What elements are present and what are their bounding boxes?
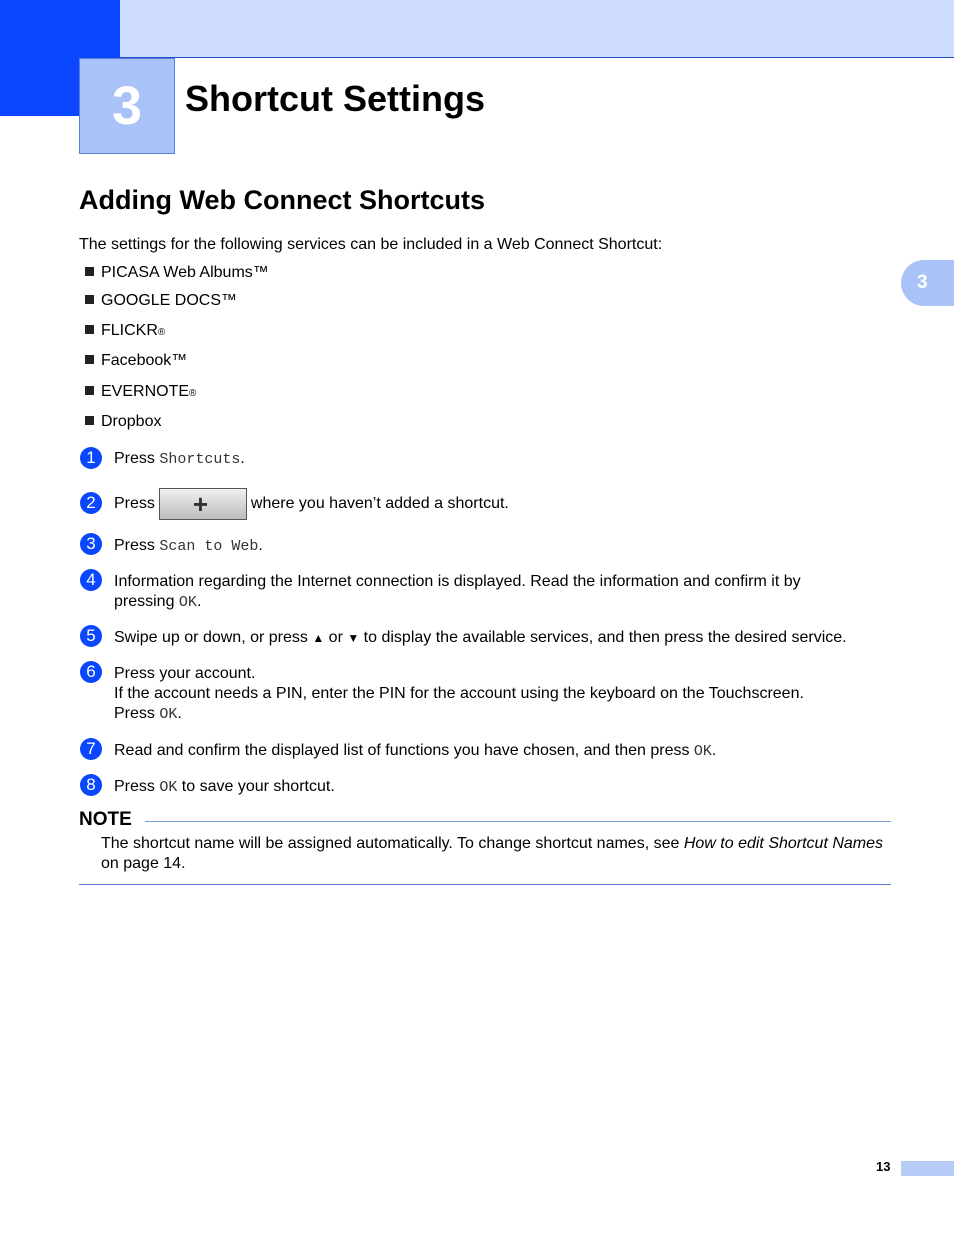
bullet-square-icon [85, 355, 94, 364]
add-shortcut-button-image [159, 488, 247, 520]
chapter-title: Shortcut Settings [185, 78, 486, 119]
note-text: The shortcut name will be assigned automatically. To change shortcut names, see How to edit Shortcut Names on page 14. [101, 835, 884, 872]
list-item: FLICKR ® [85, 322, 165, 340]
bullet-square-icon [85, 416, 94, 425]
bullet-square-icon [85, 386, 94, 395]
step-number-4: 4 [80, 569, 102, 591]
step-4-text: Information regarding the Internet connection is displayed. Read the information and confirm it by pressing OK. [114, 573, 801, 611]
note-link[interactable]: How to edit Shortcut Names [683, 835, 884, 852]
note-divider [145, 821, 891, 822]
up-arrow-icon: ▲ [312, 631, 325, 645]
list-item: GOOGLE DOCS™ [85, 292, 237, 310]
step-number-1: 1 [80, 447, 102, 469]
step-7-text: Read and confirm the displayed list of functions you have chosen, and then press OK. [114, 742, 717, 760]
ui-label-ok: OK [159, 706, 178, 723]
section-title: Adding Web Connect Shortcuts [79, 185, 485, 215]
step-3-text: Press Scan to Web. [114, 537, 263, 555]
plus-icon: + [192, 489, 209, 519]
chapter-side-tab: 3 [901, 260, 954, 306]
step-1-text: Press Shortcuts. [114, 450, 245, 468]
intro-text: The settings for the following services can be included in a Web Connect Shortcut: [79, 236, 663, 253]
step-number-3: 3 [80, 533, 102, 555]
list-item: PICASA Web Albums™ [85, 264, 269, 282]
note-title: NOTE [79, 809, 132, 830]
bullet-square-icon [85, 325, 94, 334]
ui-label-shortcuts: Shortcuts [159, 451, 241, 468]
list-item: Facebook™ [85, 352, 187, 370]
list-item: EVERNOTE ® [85, 383, 196, 401]
chapter-number-box: 3 [79, 58, 175, 154]
step-6-text: Press your account. If the account needs a PIN, enter the PIN for the account using the keyboard on the Touchscreen. Press OK. [114, 665, 804, 723]
step-number-7: 7 [80, 738, 102, 760]
bullet-square-icon [85, 267, 94, 276]
step-5-text: Swipe up or down, or press ▲ or ▼ to display the available services, and then press the desired service. [114, 629, 847, 646]
list-item: Dropbox [85, 413, 161, 431]
ui-label-ok: OK [178, 594, 197, 611]
step-2-text: Press + where you haven’t added a shortcut. [114, 489, 509, 519]
ui-label-scan-to-web: Scan to Web [159, 538, 259, 555]
step-8-text: Press OK to save your shortcut. [114, 778, 335, 796]
note-bottom-rule [79, 884, 891, 885]
page-number-tab [901, 1161, 954, 1176]
ui-label-ok: OK [693, 743, 712, 760]
header-band [120, 0, 954, 58]
step-number-5: 5 [80, 625, 102, 647]
bullet-square-icon [85, 295, 94, 304]
step-number-6: 6 [80, 661, 102, 683]
down-arrow-icon: ▼ [347, 631, 360, 645]
ui-label-ok: OK [159, 779, 178, 796]
page-number: 13 [876, 1159, 891, 1174]
step-number-8: 8 [80, 774, 102, 796]
step-number-2: 2 [80, 492, 102, 514]
